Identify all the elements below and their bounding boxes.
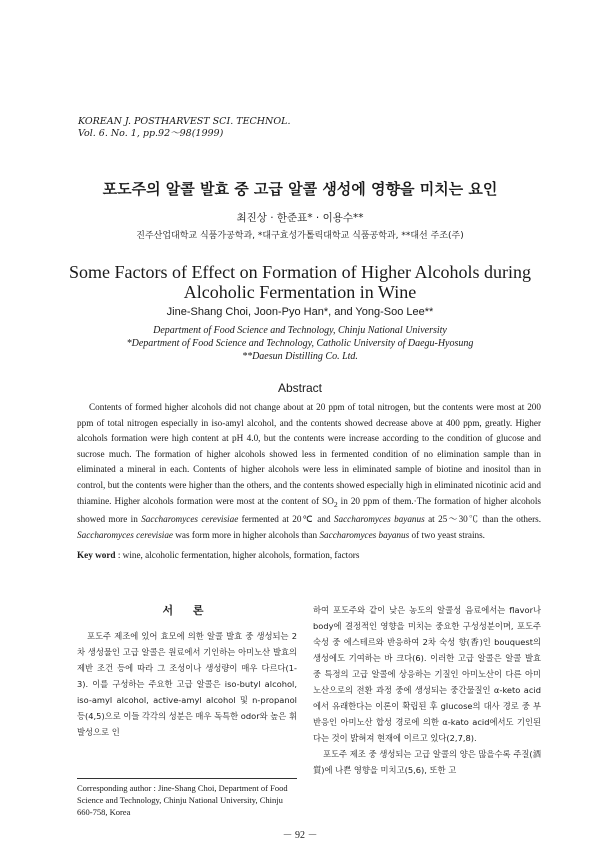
abstract-text-3: fermented at 20℃ and — [238, 513, 334, 524]
korean-authors: 최진상 · 한준표* · 이용수** — [236, 212, 364, 224]
journal-header — [78, 116, 291, 140]
corresponding-author-footnote: Corresponding author : Jine-Shang Choi, Department of Food Science and Technology, Chinju National University, Chinju 660-758, Korea — [77, 783, 288, 817]
affiliation-1: Department of Food Science and Technology, Chinju National University — [153, 325, 447, 336]
intro-left-paragraph: 포도주 제조에 있어 효모에 의한 알콜 발효 중 생성되는 2차 생성물인 고급 알콜은 원료에서 기인하는 아미노산 발효의 제반 조건 등에 따라 그 조성이나 생성량이 매우 다르다(1-3). 이를 구성하는 주요한 고급 알콜은 iso-butyl alcohol, iso-amyl alcohol, active-amyl alcohol 및 n-propanol 등(4,5)으로 이들 각각의 성분은 매우 독특한 odor와 높은 휘발성으로 인 — [77, 631, 297, 737]
intro-right-paragraph-1: 하여 포도주와 같이 낮은 농도의 알콜성 음료에서는 flavor나 body에 결정적인 영향을 미치는 중요한 구성성분이며, 포도주 숙성 중 에스테르와 반응하여 2차 숙성 향(香)인 bouquest의 생성에도 기여하는 바 크다(6). 이러한 고급 알콜은 알콜 발효 중 특정의 고급 알콜에 상응하는 기질인 아미노산이 다른 아미노산으로의 전환 과정 중에 생성되는 중간물질인 α-keto acid에서 유래한다는 이론이 확립된 후 glucose의 대사 경로 중 부반응인 아미노산 합성 경로에 의한 α-kato acid에서도 기인된다는 것이 밝혀져 현재에 이르고 있다(2,7,8). — [313, 605, 541, 743]
korean-title: 포도주의 알콜 발효 중 고급 알콜 생성에 영향을 미치는 요인 — [102, 180, 498, 198]
abstract-body — [77, 400, 541, 543]
journal-volume: Vol. 6. No. 1, pp.92～98(1999) — [78, 128, 224, 139]
journal-name: KOREAN J. POSTHARVEST SCI. TECHNOL. — [78, 116, 291, 127]
abstract-text-5: was form more in higher alcohols than — [173, 529, 320, 540]
keywords — [77, 550, 541, 560]
abstract-species-3: Saccharomyces cerevisiae — [77, 529, 173, 540]
english-title-line1: Some Factors of Effect on Formation of Higher Alcohols during — [68, 262, 532, 282]
english-affiliations — [0, 324, 600, 363]
keyword-label: Key word — [77, 550, 116, 560]
page-number: － 92 － — [282, 830, 318, 841]
korean-affiliations: 진주산업대학교 식품가공학과, *대구효성가톨릭대학교 식품공학과, **대선 주조(주) — [136, 231, 464, 241]
abstract-text-4: at 25～30℃ than the others. — [424, 513, 541, 524]
footnote-divider — [77, 778, 297, 779]
keyword-text: : wine, alcoholic fermentation, higher alcohols, formation, factors — [115, 550, 360, 560]
abstract-text-6: of two yeast strains. — [409, 529, 485, 540]
english-authors: Jine-Shang Choi, Joon-Pyo Han*, and Yong-Soo Lee** — [166, 306, 434, 318]
abstract-text-2: in 20 ppm of them.·The formation of higher alcohols showed more in — [77, 495, 541, 524]
abstract-species-4: Saccharomyces bayanus — [319, 529, 410, 540]
abstract-subscript: 2 — [333, 499, 338, 509]
abstract-species-1: Saccharomyces cerevisiae — [141, 513, 239, 524]
right-column — [313, 602, 541, 778]
abstract-species-2: Saccharomyces bayanus — [333, 513, 425, 524]
affiliation-3: **Daesun Distilling Co. Ltd. — [242, 351, 358, 362]
english-title-line2: Alcoholic Fermentation in Wine — [183, 282, 417, 302]
abstract-heading: Abstract — [277, 381, 322, 395]
affiliation-2: *Department of Food Science and Technology, Catholic University of Daegu-Hyosung — [126, 338, 474, 349]
left-column — [77, 602, 297, 740]
intro-right-paragraph-2: 포도주 제조 중 생성되는 고급 알콜의 양은 많을수록 주질(酒質)에 나쁜 영향을 미치고(5,6), 또한 고 — [313, 749, 541, 775]
intro-heading: 서 론 — [162, 604, 212, 617]
abstract-text-1: Contents of formed higher alcohols did not change about at 20 ppm of total nitrogen, but the contents were most at 200 ppm of total nitrogen especially in iso-amyl alcohol, and the contents showed decrease above at 400 ppm, greatly. Higher alcohols formation were high content at pH 4.0, but the contents were increase according to the condition of glucose and sucrose much. The formation of higher alcohols showed less in fermented condition of no elimination sample than in eliminated a mineral in each. Contents of higher alcohols were less in eliminated sample of biotine and inositol than in control, but the contents were higher than the others, and the contents showed especially high in eliminated nicotinic acid and thiamine. Higher alcohols formation were most at the content of SO — [77, 402, 541, 506]
english-title — [0, 262, 600, 302]
